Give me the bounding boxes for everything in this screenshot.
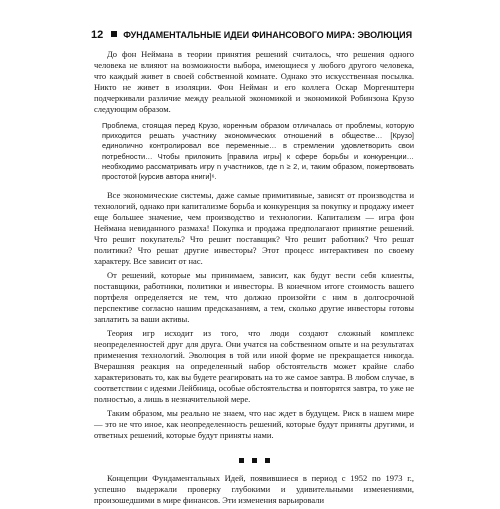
page-number: 12 xyxy=(91,29,104,41)
section-separator xyxy=(94,455,414,461)
paragraph: Таким образом, мы реально не знаем, что нас ждет в будущем. Риск в нашем мире — это не что иное, как неопределенность решений, которые будут приняты другими, и ответных решений, которые будут приняты нами. xyxy=(94,408,414,441)
paragraph: Теория игр исходит из того, что люди создают сложный комплекс неопределенностей друг для друга. Они учатся на собственном опыте и на результатах применения технологий. Эволюция в той или иной форме не прекращается никогда. Вчерашняя реакция на определенный набор обстоятельств может крайне слабо характеризовать то, как вы будете реагировать на то же самое завтра. В любом случае, в соответствии с идеями Лейбница, особые обстоятельства и повторятся завтра, то уже не полностью, а лишь в незначительной мере. xyxy=(94,328,414,405)
separator-square-icon xyxy=(252,458,257,463)
paragraph: От решений, которые мы принимаем, зависит, как будут вести себя клиенты, поставщики, работники, политики и инвесторы. В конечном итоге стоимость вашего портфеля определяется не тем, что должно произойти с ним в долгосрочной перспективе согласно нашим предсказаниям, а тем, сколько другие инвесторы готовы заплатить за ваши активы. xyxy=(94,270,414,325)
page-body xyxy=(94,49,414,509)
paragraph: Все экономические системы, даже самые примитивные, зависят от производства и технологий, однако при капитализме борьба и конкуренция за покупку и продажу имеет еще большее значение, чем производство и технологии. Капитализм — игра фон Неймана невиданного размаха! Покупка и продажа предполагают принятие решений. Что решит покупатель? Что решит поставщик? Что решит работник? Что решат политики? Что решат другие инвесторы? Этот процесс интерактивен по своему характеру. Все зависит от нас. xyxy=(94,190,414,267)
separator-square-icon xyxy=(239,458,244,463)
paragraph: Концепции Фундаментальных Идей, появившиеся в период с 1952 по 1973 г., успешно выдержали проверку глубокими и удивительными изменениями, произошедшими в мире финансов. Эти изменения варьировали xyxy=(94,473,414,506)
running-title: ФУНДАМЕНТАЛЬНЫЕ ИДЕИ ФИНАНСОВОГО МИРА: ЭВОЛЮЦИЯ xyxy=(123,30,413,40)
separator-square-icon xyxy=(265,458,270,463)
paragraph: До фон Неймана в теории принятия решений считалось, что решения одного человека не влияют на возможности выбора, имеющиеся у любого другого человека, что каждый живет в своей собственной комнате. Однако это искусственная посылка. Никто не живет в изоляции. Фон Нейман и его коллега Оскар Моргенштерн подчеркивали различие между реальной экономикой и экономикой Робинзона Крузо следующим образом. xyxy=(94,49,414,114)
page-header xyxy=(91,28,421,42)
block-quote: Проблема, стоящая перед Крузо, коренным образом отличалась от проблемы, которую приходится решать участнику экономических отношений в обществе… [Крузо] единолично контролировал все переменные… в стремлении удовлетворить свои потребности… Чтобы приложить [правила игры] к сфере борьбы и конкуренции… необходимо рассматривать игру n участников, где n ≥ 2, и, таким образом, пожертвовать простотой [курсив автора книги]⁶. xyxy=(102,121,414,182)
header-square-bullet-icon xyxy=(111,31,117,37)
